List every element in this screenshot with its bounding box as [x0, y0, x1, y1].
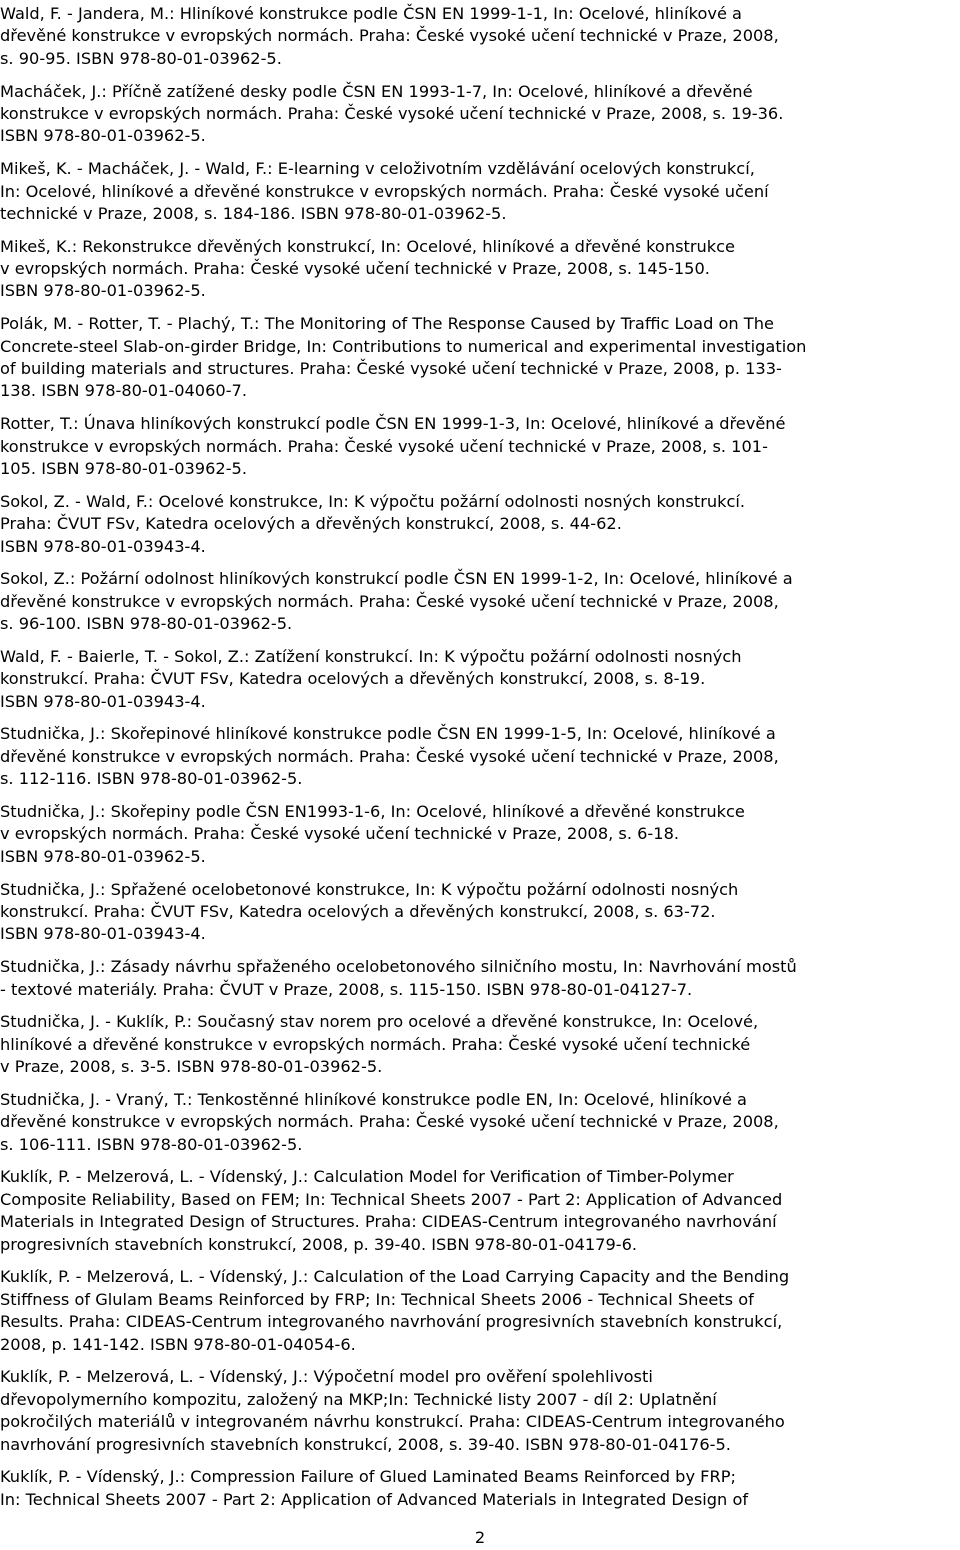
reference-line: dřevěné konstrukce v evropských normách. Praha: České vysoké učení technické v Praze, 2008,	[0, 746, 779, 766]
reference-line: Kuklík, P. - Melzerová, L. - Vídenský, J.: Calculation Model for Verification of Timber-Polymer	[0, 1167, 734, 1187]
reference-line: ISBN 978-80-01-03962-5.	[0, 846, 206, 866]
reference-line: Studnička, J.: Skořepiny podle ČSN EN1993-1-6, In: Ocelové, hliníkové a dřevěné konstrukce	[0, 802, 745, 822]
reference-entry	[0, 1089, 960, 1156]
reference-entry	[0, 3, 960, 70]
reference-entry	[0, 1466, 960, 1511]
reference-line: ISBN 978-80-01-03943-4.	[0, 924, 206, 944]
reference-entry	[0, 723, 960, 790]
reference-line: dřevěné konstrukce v evropských normách. Praha: České vysoké učení technické v Praze, 2008,	[0, 26, 779, 46]
reference-line: In: Ocelové, hliníkové a dřevěné konstrukce v evropských normách. Praha: České vysoké učení	[0, 181, 769, 201]
reference-entry	[0, 568, 960, 635]
reference-line: konstrukce v evropských normách. Praha: České vysoké učení technické v Praze, 2008, s. 101-	[0, 436, 768, 456]
reference-line: 138. ISBN 978-80-01-04060-7.	[0, 381, 247, 401]
reference-line: konstrukcí. Praha: ČVUT FSv, Katedra ocelových a dřevěných konstrukcí, 2008, s. 8-19.	[0, 669, 706, 689]
reference-line: Results. Praha: CIDEAS-Centrum integrovaného navrhování progresivních stavebních konstrukcí,	[0, 1312, 783, 1332]
reference-entry	[0, 879, 960, 946]
reference-line: ISBN 978-80-01-03943-4.	[0, 536, 206, 556]
reference-line: Studnička, J.: Zásady návrhu spřaženého ocelobetonového silničního mostu, In: Navrhování mostů	[0, 957, 797, 977]
reference-line: Wald, F. - Jandera, M.: Hliníkové konstrukce podle ČSN EN 1999-1-1, In: Ocelové, hliníkové a	[0, 4, 742, 23]
reference-line: Concrete-steel Slab-on-girder Bridge, In: Contributions to numerical and experimental investigation	[0, 336, 807, 356]
reference-line: Macháček, J.: Příčně zatížené desky podle ČSN EN 1993-1-7, In: Ocelové, hliníkové a dřevěné	[0, 81, 753, 101]
reference-line: Sokol, Z.: Požární odolnost hliníkových konstrukcí podle ČSN EN 1999-1-2, In: Ocelové, hliníkové a	[0, 569, 793, 589]
reference-line: dřevěné konstrukce v evropských normách. Praha: České vysoké učení technické v Praze, 2008,	[0, 1112, 779, 1132]
reference-line: Materials in Integrated Design of Structures. Praha: CIDEAS-Centrum integrovaného navrhování	[0, 1212, 777, 1232]
reference-entry	[0, 646, 960, 713]
reference-line: s. 96-100. ISBN 978-80-01-03962-5.	[0, 614, 293, 634]
reference-line: - textové materiály. Praha: ČVUT v Praze, 2008, s. 115-150. ISBN 978-80-01-04127-7.	[0, 979, 693, 999]
reference-line: s. 90-95. ISBN 978-80-01-03962-5.	[0, 48, 282, 68]
reference-line: Studnička, J.: Skořepinové hliníkové konstrukce podle ČSN EN 1999-1-5, In: Ocelové, hliníkové a	[0, 724, 776, 744]
reference-line: dřevěné konstrukce v evropských normách. Praha: České vysoké učení technické v Praze, 2008,	[0, 591, 779, 611]
reference-entry	[0, 1011, 960, 1078]
reference-entry	[0, 236, 960, 303]
reference-line: Studnička, J. - Vraný, T.: Tenkostěnné hliníkové konstrukce podle EN, In: Ocelové, hliníkové a	[0, 1089, 747, 1109]
reference-entry	[0, 1266, 960, 1356]
reference-line: pokročilých materiálů v integrovaném návrhu konstrukcí. Praha: CIDEAS-Centrum integrovaného	[0, 1412, 785, 1432]
reference-line: Kuklík, P. - Melzerová, L. - Vídenský, J.: Výpočetní model pro ověření spolehlivosti	[0, 1367, 653, 1387]
reference-line: navrhování progresivních stavebních konstrukcí, 2008, s. 39-40. ISBN 978-80-01-04176-5.	[0, 1434, 731, 1454]
reference-line: v Praze, 2008, s. 3-5. ISBN 978-80-01-03962-5.	[0, 1057, 383, 1077]
reference-line: konstrukce v evropských normách. Praha: České vysoké učení technické v Praze, 2008, s. 19-36.	[0, 103, 784, 123]
reference-line: dřevopolymerního kompozitu, založený na MKP;In: Technické listy 2007 - díl 2: Uplatnění	[0, 1389, 717, 1409]
reference-line: Kuklík, P. - Melzerová, L. - Vídenský, J.: Calculation of the Load Carrying Capacity and the Bending	[0, 1267, 790, 1287]
reference-line: s. 112-116. ISBN 978-80-01-03962-5.	[0, 769, 303, 789]
reference-line: Mikeš, K. - Macháček, J. - Wald, F.: E-learning v celoživotním vzdělávání ocelových konstrukcí,	[0, 159, 755, 179]
bibliography-list	[0, 3, 960, 1521]
reference-line: hliníkové a dřevěné konstrukce v evropských normách. Praha: České vysoké učení technické	[0, 1034, 751, 1054]
reference-line: Kuklík, P. - Vídenský, J.: Compression Failure of Glued Laminated Beams Reinforced by FRP;	[0, 1467, 736, 1487]
reference-line: Wald, F. - Baierle, T. - Sokol, Z.: Zatížení konstrukcí. In: K výpočtu požární odolnosti nosných	[0, 646, 742, 666]
reference-line: Mikeš, K.: Rekonstrukce dřevěných konstrukcí, In: Ocelové, hliníkové a dřevěné konstrukce	[0, 236, 736, 256]
reference-entry	[0, 81, 960, 148]
reference-line: ISBN 978-80-01-03943-4.	[0, 691, 206, 711]
reference-entry	[0, 1166, 960, 1256]
reference-line: ISBN 978-80-01-03962-5.	[0, 281, 206, 301]
reference-entry	[0, 313, 960, 403]
reference-line: Sokol, Z. - Wald, F.: Ocelové konstrukce, In: K výpočtu požární odolnosti nosných konstrukcí.	[0, 491, 746, 511]
reference-line: Studnička, J.: Spřažené ocelobetonové konstrukce, In: K výpočtu požární odolnosti nosných	[0, 879, 739, 899]
reference-line: s. 106-111. ISBN 978-80-01-03962-5.	[0, 1134, 303, 1154]
reference-line: of building materials and structures. Praha: České vysoké učení technické v Praze, 2008, p. 133-	[0, 359, 782, 379]
reference-line: v evropských normách. Praha: České vysoké učení technické v Praze, 2008, s. 145-150.	[0, 259, 710, 279]
page-number: 2	[474, 1528, 486, 1547]
reference-line: Studnička, J. - Kuklík, P.: Současný stav norem pro ocelové a dřevěné konstrukce, In: Ocelové,	[0, 1012, 759, 1032]
reference-entry	[0, 956, 960, 1001]
reference-line: Praha: ČVUT FSv, Katedra ocelových a dřevěných konstrukcí, 2008, s. 44-62.	[0, 514, 622, 534]
reference-entry	[0, 491, 960, 558]
reference-line: progresivních stavebních konstrukcí, 2008, p. 39-40. ISBN 978-80-01-04179-6.	[0, 1234, 638, 1254]
reference-line: konstrukcí. Praha: ČVUT FSv, Katedra ocelových a dřevěných konstrukcí, 2008, s. 63-72.	[0, 901, 716, 921]
reference-line: Polák, M. - Rotter, T. - Plachý, T.: The Monitoring of The Response Caused by Traffic Load on The	[0, 314, 774, 334]
reference-entry	[0, 801, 960, 868]
reference-line: v evropských normách. Praha: České vysoké učení technické v Praze, 2008, s. 6-18.	[0, 824, 680, 844]
reference-line: Rotter, T.: Únava hliníkových konstrukcí podle ČSN EN 1999-1-3, In: Ocelové, hliníkové a dřevěné	[0, 414, 786, 434]
reference-entry	[0, 158, 960, 225]
reference-entry	[0, 413, 960, 480]
reference-line: 2008, p. 141-142. ISBN 978-80-01-04054-6.	[0, 1334, 356, 1354]
reference-line: ISBN 978-80-01-03962-5.	[0, 126, 206, 146]
reference-line: Stiffness of Glulam Beams Reinforced by FRP; In: Technical Sheets 2006 - Technical Sheets of	[0, 1289, 754, 1309]
reference-line: 105. ISBN 978-80-01-03962-5.	[0, 458, 247, 478]
reference-line: In: Technical Sheets 2007 - Part 2: Application of Advanced Materials in Integrated Design of	[0, 1489, 749, 1509]
reference-entry	[0, 1366, 960, 1456]
reference-line: Composite Reliability, Based on FEM; In: Technical Sheets 2007 - Part 2: Application of Advanced	[0, 1189, 783, 1209]
reference-line: technické v Praze, 2008, s. 184-186. ISBN 978-80-01-03962-5.	[0, 203, 507, 223]
